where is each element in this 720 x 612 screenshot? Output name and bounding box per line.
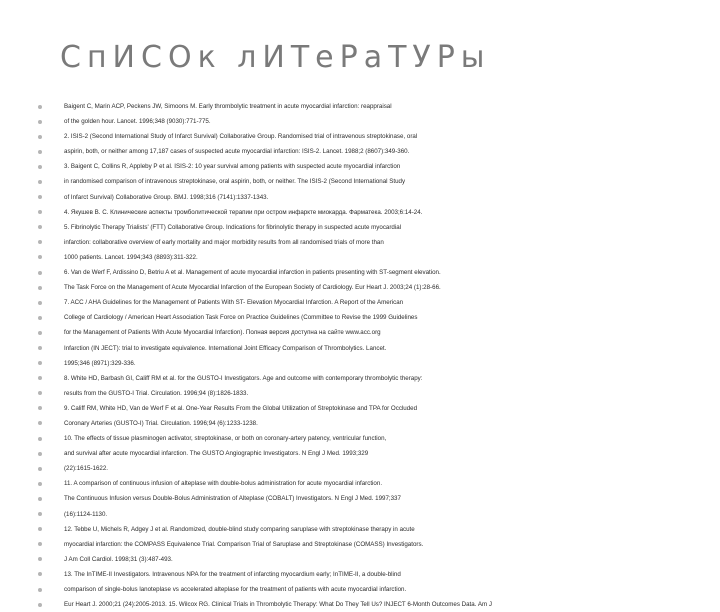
reference-line bbox=[38, 220, 708, 235]
reference-line-text: J Am Coll Cardiol. 1998;31 (3):487-493. bbox=[64, 555, 173, 563]
bullet-icon bbox=[38, 542, 42, 546]
bullet-icon bbox=[38, 240, 42, 244]
bullet-icon bbox=[38, 572, 42, 576]
reference-line-text: 12. Tebbe U, Michels R, Adgey J et al. Randomized, double-blind study comparing saruplase with streptokinase therapy in acute bbox=[64, 525, 415, 533]
reference-line-text: myocardial infarction: the COMPASS Equivalence Trial. Comparison Trial of Saruplase and Streptokinase (COMASS) Investigators. bbox=[64, 540, 424, 548]
reference-line-text: 11. A comparison of continuous infusion of alteplase with double-bolus administration for acute myocardial infarction. bbox=[64, 480, 383, 488]
reference-line bbox=[38, 552, 708, 567]
reference-line-text: Baigent C, Marin ACP, Peckens JW, Simoons M. Early thrombolytic treatment in acute myocardial infarction: reappraisal bbox=[64, 103, 392, 110]
bullet-icon bbox=[38, 255, 42, 259]
bullet-icon bbox=[38, 512, 42, 516]
reference-line bbox=[38, 461, 708, 476]
reference-line-text: of Infarct Survival) Collaborative Group. BMJ. 1998;316 (7141):1337-1343. bbox=[64, 193, 269, 201]
reference-line bbox=[38, 174, 708, 189]
bullet-icon bbox=[38, 120, 42, 124]
bullet-icon bbox=[38, 391, 42, 395]
reference-line-text: 1995;346 (8971):329-336. bbox=[64, 359, 136, 367]
reference-line-text: 9. Califf RM, White HD, Van de Werf F et al. One-Year Results From the Global Utilization of Streptokinase and TPA for Occluded bbox=[64, 404, 418, 412]
reference-line-text: College of Cardiology / American Heart Association Task Force on Practice Guidelines (Committee to Revise the 1999 Guidelines bbox=[64, 314, 418, 322]
reference-line-text: (16):1124-1130. bbox=[64, 510, 108, 518]
reference-line-text: Coronary Arteries (GUSTO-I) Trial. Circulation. 1996;94 (6):1233-1238. bbox=[64, 419, 258, 427]
reference-line bbox=[38, 310, 708, 325]
reference-line-text: in randomised comparison of intravenous streptokinase, oral aspirin, both, or neither. The ISIS-2 (Second International Study bbox=[64, 178, 406, 186]
bullet-icon bbox=[38, 603, 42, 607]
reference-line bbox=[38, 250, 708, 265]
reference-line bbox=[38, 582, 708, 597]
bullet-icon bbox=[38, 376, 42, 380]
bullet-icon bbox=[38, 588, 42, 592]
bullet-icon bbox=[38, 406, 42, 410]
reference-line-text: 2. ISIS-2 (Second International Study of Infarct Survival) Collaborative Group. Randomised trial of intravenous streptokinase, oral bbox=[64, 133, 418, 141]
bullet-icon bbox=[38, 467, 42, 471]
reference-line-text: 3. Baigent C, Collins R, Appleby P et al. ISIS-2: 10 year survival among patients with suspected acute myocardial infarction bbox=[64, 163, 401, 171]
reference-line bbox=[38, 129, 708, 144]
bullet-icon bbox=[38, 271, 42, 275]
reference-line bbox=[38, 567, 708, 582]
bullet-icon bbox=[38, 316, 42, 320]
reference-line bbox=[38, 597, 708, 612]
reference-line bbox=[38, 431, 708, 446]
reference-list bbox=[38, 99, 708, 612]
reference-line bbox=[38, 491, 708, 506]
reference-line bbox=[38, 114, 708, 129]
bullet-icon bbox=[38, 286, 42, 290]
bullet-icon bbox=[38, 527, 42, 531]
reference-line bbox=[38, 159, 708, 174]
bullet-icon bbox=[38, 452, 42, 456]
bullet-icon bbox=[38, 225, 42, 229]
reference-line-text: 5. Fibrinolytic Therapy Trialists' (FTT) Collaborative Group. Indications for fibrinolytic therapy in suspected acute myocardial bbox=[64, 223, 402, 231]
reference-line bbox=[38, 295, 708, 310]
reference-line bbox=[38, 416, 708, 431]
bullet-icon bbox=[38, 210, 42, 214]
reference-line bbox=[38, 386, 708, 401]
reference-line-text: 6. Van de Werf F, Ardissino D, Betriu A et al. Management of acute myocardial infarction in patients presenting with ST-segment elevation. bbox=[64, 269, 441, 277]
bullet-icon bbox=[38, 165, 42, 169]
reference-line bbox=[38, 446, 708, 461]
reference-line-text: for the Management of Patients With Acute Myocardial Infarction). Полная версия доступна на сайте www.acc.org bbox=[64, 329, 381, 337]
bullet-icon bbox=[38, 497, 42, 501]
reference-line-text: 10. The effects of tissue plasminogen activator, streptokinase, or both on coronary-artery patency, ventricular function, bbox=[64, 435, 387, 443]
reference-line-text: (22):1615-1622. bbox=[64, 465, 109, 473]
reference-line-text: Infarction (IN JECT): trial to investigate equivalence. International Joint Efficacy Comparison of Thrombolytics. Lancet. bbox=[64, 344, 387, 352]
bullet-icon bbox=[38, 150, 42, 154]
bullet-icon bbox=[38, 180, 42, 184]
reference-line bbox=[38, 522, 708, 537]
bullet-icon bbox=[38, 105, 42, 109]
reference-line bbox=[38, 265, 708, 280]
reference-line bbox=[38, 537, 708, 552]
bullet-icon bbox=[38, 482, 42, 486]
bullet-icon bbox=[38, 195, 42, 199]
reference-line bbox=[38, 401, 708, 416]
reference-line-text: 1000 patients. Lancet. 1994;343 (8893):311-322. bbox=[64, 253, 198, 261]
reference-line bbox=[38, 341, 708, 356]
bullet-icon bbox=[38, 437, 42, 441]
bullet-icon bbox=[38, 346, 42, 350]
reference-line-text: results from the GUSTO-I Trial. Circulation. 1996;94 (8):1826-1833. bbox=[64, 389, 249, 397]
reference-line bbox=[38, 235, 708, 250]
reference-line bbox=[38, 325, 708, 340]
reference-line bbox=[38, 205, 708, 220]
reference-line bbox=[38, 507, 708, 522]
reference-line-text: 8. White HD, Barbash GI, Califf RM et al. for the GUSTO-I Investigators. Age and outcome with contemporary thrombolytic therapy: bbox=[64, 374, 423, 382]
reference-line-text: 13. The InTIME-II Investigators. Intravenous NPA for the treatment of infarcting myocardium early; InTIME-II, a double-blind bbox=[64, 570, 401, 578]
reference-line bbox=[38, 99, 708, 114]
bullet-icon bbox=[38, 361, 42, 365]
reference-line bbox=[38, 476, 708, 491]
reference-line bbox=[38, 356, 708, 371]
reference-line-text: Eur Heart J. 2000;21 (24):2005-2013. 15. Wilcox RG. Clinical Trials in Thrombolytic Therapy: What Do They Tell Us? INJECT 6-Month Outcomes Data. Am J bbox=[64, 601, 492, 609]
reference-line bbox=[38, 190, 708, 205]
page-title: СпИСОк лИТеРаТУРы bbox=[60, 40, 491, 75]
reference-line-text: comparison of single-bolus lanoteplase vs accelerated alteplase for the treatment of patients with acute myocardial infarction. bbox=[64, 586, 407, 593]
reference-line-text: of the golden hour. Lancet. 1996;348 (9030):771-775. bbox=[64, 118, 211, 126]
reference-line-text: The Continuous Infusion versus Double-Bolus Administration of Alteplase (COBALT) Investigators. N Engl J Med. 1997;337 bbox=[64, 495, 401, 503]
bullet-icon bbox=[38, 557, 42, 561]
reference-line bbox=[38, 280, 708, 295]
bullet-icon bbox=[38, 331, 42, 335]
reference-line-text: 7. ACC / AHA Guidelines for the Management of Patients With ST- Elevation Myocardial Infarction. A Report of the American bbox=[64, 299, 404, 307]
reference-line-text: aspirin, both, or neither among 17,187 cases of suspected acute myocardial infarction: ISIS-2. Lancet. 1988;2 (8607):349-360. bbox=[64, 148, 410, 156]
reference-line bbox=[38, 371, 708, 386]
reference-line-text: 4. Якушев В. С. Клинические аспекты тромболитической терапии при остром инфаркте миокарда. Фарматека. 2003;6:14-24. bbox=[64, 208, 423, 216]
reference-line-text: The Task Force on the Management of Acute Myocardial Infarction of the European Society of Cardiology. Eur Heart J. 2003;24 (1):28-66. bbox=[64, 284, 441, 292]
reference-line-text: and survival after acute myocardial infarction. The GUSTO Angiographic Investigators. N Engl J Med. 1993;329 bbox=[64, 450, 369, 458]
bullet-icon bbox=[38, 421, 42, 425]
bullet-icon bbox=[38, 301, 42, 305]
reference-line-text: infarction: collaborative overview of early mortality and major morbidity results from all randomised trials of more than bbox=[64, 238, 384, 246]
reference-line bbox=[38, 144, 708, 159]
bullet-icon bbox=[38, 135, 42, 139]
